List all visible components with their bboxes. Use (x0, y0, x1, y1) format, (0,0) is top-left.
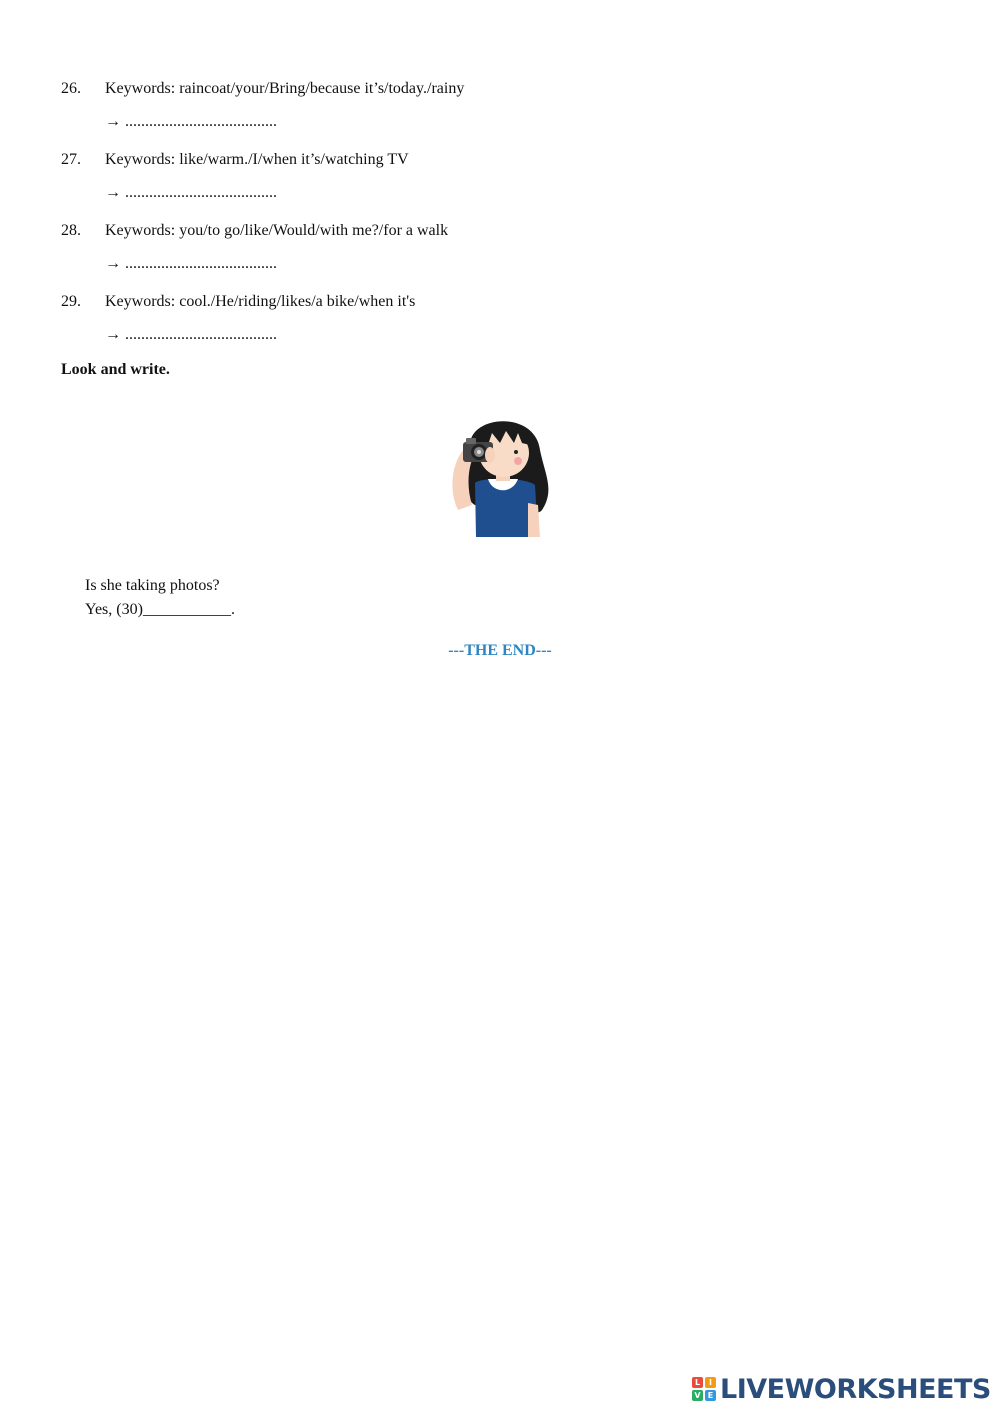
answer-line[interactable]: → ...................................... (105, 113, 277, 130)
brand-name: LIVEWORKSHEETS (720, 1373, 991, 1405)
logo-block: V (692, 1390, 703, 1401)
logo-block: I (705, 1377, 716, 1388)
question-keywords: Keywords: cool./He/riding/likes/a bike/when it's (105, 293, 416, 310)
question-keywords: Keywords: like/warm./I/when it’s/watching TV (105, 151, 409, 168)
dialog-answer-blank[interactable]: Yes, (30)___________. (85, 601, 235, 618)
logo-blocks-icon (692, 1377, 716, 1401)
answer-line[interactable]: → ...................................... (105, 184, 277, 201)
dialog-question: Is she taking photos? (85, 577, 220, 594)
answer-line[interactable]: → ...................................... (105, 326, 277, 343)
question-keywords: Keywords: you/to go/like/Would/with me?/for a walk (105, 222, 449, 239)
question-keywords: Keywords: raincoat/your/Bring/because it’s/today./rainy (105, 80, 465, 97)
question-number: 28. (61, 222, 81, 239)
the-end-text: ---THE END--- (448, 642, 552, 659)
question-number: 27. (61, 151, 81, 168)
question-number: 29. (61, 293, 81, 310)
girl-taking-photo-illustration (430, 405, 560, 540)
logo-block: L (692, 1377, 703, 1388)
answer-line[interactable]: → ...................................... (105, 255, 277, 272)
section-title: Look and write. (61, 361, 170, 378)
liveworksheets-logo (692, 1372, 991, 1406)
logo-block: E (705, 1390, 716, 1401)
question-number: 26. (61, 80, 81, 97)
